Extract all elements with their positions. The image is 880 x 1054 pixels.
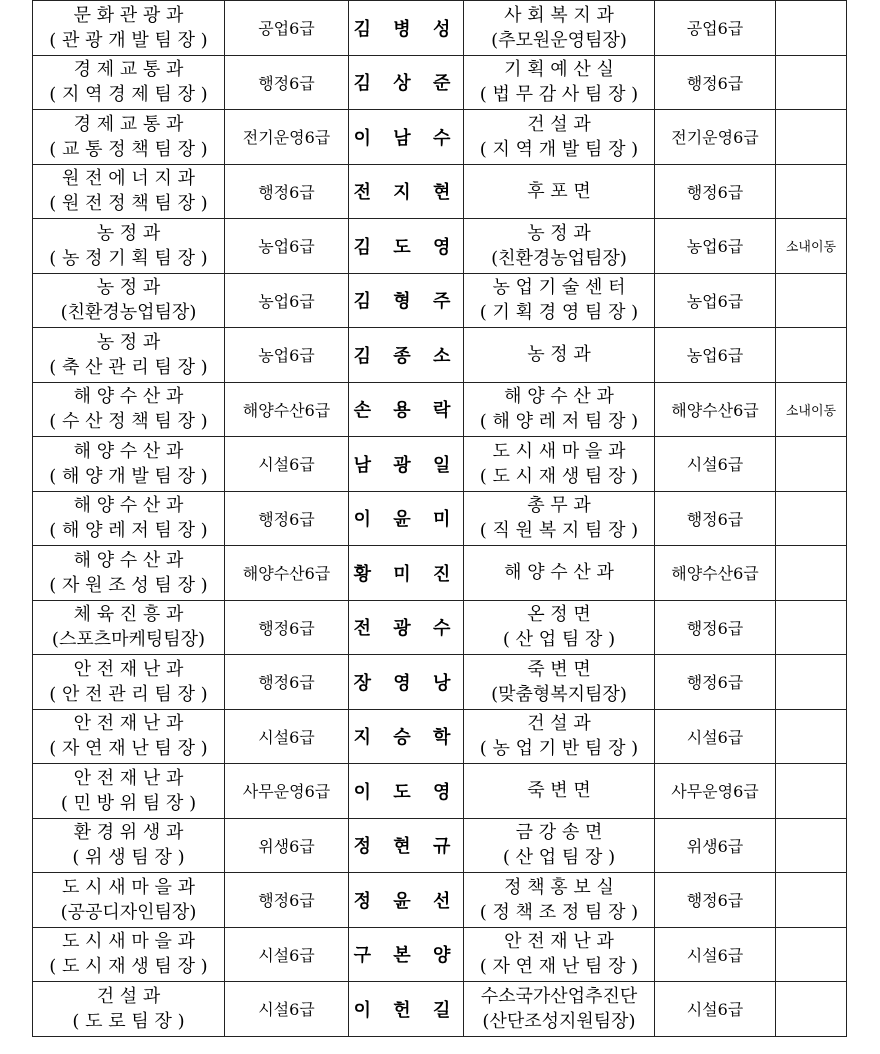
table-body [33,1,847,1037]
employee-name: 이 윤 미 [349,491,464,546]
current-grade: 행정6급 [225,873,349,928]
current-dept: 농 정 과 [96,331,161,353]
new-grade: 행정6급 [655,164,776,219]
note [776,600,847,655]
new-dept-cell [464,546,655,601]
note [776,764,847,819]
note: 소내이동 [776,219,847,274]
current-dept-cell [33,600,225,655]
new-dept-cell [464,55,655,110]
new-dept-cell [464,818,655,873]
employee-name: 김 상 준 [349,55,464,110]
current-dept-cell [33,655,225,710]
new-dept-cell [464,382,655,437]
current-team: ( 원 전 정 책 팀 장 ) [49,193,208,215]
table-row [33,382,847,437]
personnel-transfer-table [32,0,847,1037]
current-dept-cell [33,818,225,873]
table-row [33,437,847,492]
current-dept: 안 전 재 난 과 [73,713,184,735]
current-dept-cell [33,55,225,110]
current-grade: 해양수산6급 [225,546,349,601]
new-dept-cell [464,1,655,56]
employee-name: 구 본 양 [349,927,464,982]
new-team: ( 도 시 재 생 팀 장 ) [479,465,639,487]
new-team: ( 기 획 경 영 팀 장 ) [479,302,639,324]
table-row [33,273,847,328]
current-dept-cell [33,873,225,928]
new-dept-cell [464,164,655,219]
current-team: ( 수 산 정 책 팀 장 ) [49,411,208,433]
new-grade: 전기운영6급 [655,110,776,165]
new-dept-cell [464,273,655,328]
employee-name: 이 남 수 [349,110,464,165]
current-team: (스포츠마케팅팀장) [51,629,206,651]
employee-name: 지 승 학 [349,709,464,764]
employee-name: 김 종 소 [349,328,464,383]
new-grade: 시설6급 [655,437,776,492]
note [776,927,847,982]
new-dept: 농 업 기 술 센 터 [492,277,626,299]
employee-name: 김 형 주 [349,273,464,328]
new-team: (맞춤형복지팀장) [491,683,627,705]
current-grade: 행정6급 [225,491,349,546]
current-dept-cell [33,110,225,165]
new-team: ( 지 역 개 발 팀 장 ) [479,138,639,160]
current-dept-cell [33,1,225,56]
current-team: (공공디자인팀장) [60,901,197,923]
current-dept: 해 양 수 산 과 [73,386,184,408]
new-grade: 사무운영6급 [655,764,776,819]
current-dept: 환 경 위 생 과 [73,822,184,844]
table-row [33,927,847,982]
new-team: (친환경농업팀장) [491,247,627,269]
employee-name: 김 병 성 [349,1,464,56]
new-dept: 농 정 과 [527,344,591,366]
current-grade: 위생6급 [225,818,349,873]
new-grade: 행정6급 [655,655,776,710]
current-dept: 해 양 수 산 과 [73,440,184,462]
new-dept: 후 포 면 [527,180,591,202]
current-dept: 경 제 교 통 과 [73,59,184,81]
current-dept-cell [33,219,225,274]
table-row [33,328,847,383]
new-dept: 사 회 복 지 과 [504,4,614,26]
employee-name: 손 용 락 [349,382,464,437]
current-dept-cell [33,764,225,819]
new-dept: 총 무 과 [527,495,591,517]
table-row [33,655,847,710]
new-dept-cell [464,982,655,1037]
new-team: ( 농 업 기 반 팀 장 ) [479,738,639,760]
current-dept: 안 전 재 난 과 [73,767,184,789]
current-grade: 행정6급 [225,164,349,219]
note [776,491,847,546]
new-grade: 시설6급 [655,709,776,764]
new-team: ( 정 책 조 정 팀 장 ) [479,901,639,923]
table-row [33,982,847,1037]
new-grade: 농업6급 [655,328,776,383]
current-dept: 체 육 진 흥 과 [73,604,184,626]
table-row [33,219,847,274]
current-grade: 전기운영6급 [225,110,349,165]
new-dept-cell [464,709,655,764]
new-dept: 온 정 면 [527,604,591,626]
new-team: (산단조성지원팀장) [482,1010,636,1032]
new-dept: 정 책 홍 보 실 [504,876,614,898]
employee-name: 정 윤 선 [349,873,464,928]
current-dept: 도 시 새 마 을 과 [62,931,195,953]
current-dept: 경 제 교 통 과 [73,113,184,135]
current-dept: 해 양 수 산 과 [73,549,184,571]
current-dept: 해 양 수 산 과 [73,495,184,517]
note [776,328,847,383]
new-team: ( 산 업 팀 장 ) [502,629,616,651]
table-row [33,110,847,165]
new-dept: 금 강 송 면 [515,822,603,844]
table-row [33,55,847,110]
current-dept: 농 정 과 [96,222,161,244]
new-dept: 건 설 과 [527,713,591,735]
table-row [33,818,847,873]
current-team: ( 해 양 레 저 팀 장 ) [49,520,208,542]
note [776,818,847,873]
current-team: ( 자 연 재 난 팀 장 ) [49,738,208,760]
current-dept-cell [33,546,225,601]
current-team: ( 도 시 재 생 팀 장 ) [49,956,208,978]
employee-name: 전 지 현 [349,164,464,219]
new-grade: 해양수산6급 [655,546,776,601]
new-grade: 행정6급 [655,873,776,928]
new-dept-cell [464,600,655,655]
current-grade: 농업6급 [225,273,349,328]
table-row [33,164,847,219]
new-dept: 건 설 과 [527,113,591,135]
note [776,437,847,492]
new-dept-cell [464,873,655,928]
new-dept-cell [464,437,655,492]
current-team: ( 안 전 관 리 팀 장 ) [49,683,208,705]
new-dept-cell [464,655,655,710]
current-team: ( 민 방 위 팀 장 ) [60,792,197,814]
current-dept: 도 시 새 마 을 과 [62,876,195,898]
employee-name: 장 영 낭 [349,655,464,710]
current-grade: 농업6급 [225,219,349,274]
new-dept-cell [464,110,655,165]
current-dept-cell [33,382,225,437]
new-grade: 행정6급 [655,600,776,655]
current-dept-cell [33,273,225,328]
new-team: (추모원운영팀장) [491,29,627,51]
new-grade: 시설6급 [655,927,776,982]
current-dept-cell [33,328,225,383]
table-row [33,873,847,928]
new-dept-cell [464,927,655,982]
table-row [33,764,847,819]
employee-name: 김 도 영 [349,219,464,274]
new-grade: 시설6급 [655,982,776,1037]
note [776,546,847,601]
current-grade: 행정6급 [225,55,349,110]
employee-name: 정 현 규 [349,818,464,873]
current-grade: 해양수산6급 [225,382,349,437]
new-dept: 죽 변 면 [527,780,591,802]
current-grade: 시설6급 [225,709,349,764]
new-grade: 해양수산6급 [655,382,776,437]
table-row [33,546,847,601]
new-grade: 농업6급 [655,273,776,328]
current-dept: 안 전 재 난 과 [73,658,184,680]
current-grade: 시설6급 [225,437,349,492]
current-dept: 농 정 과 [96,277,161,299]
new-dept-cell [464,328,655,383]
new-grade: 행정6급 [655,491,776,546]
employee-name: 전 광 수 [349,600,464,655]
current-team: (친환경농업팀장) [60,302,197,324]
new-team: ( 자 연 재 난 팀 장 ) [479,956,639,978]
employee-name: 이 헌 길 [349,982,464,1037]
new-dept: 안 전 재 난 과 [504,931,614,953]
current-dept-cell [33,927,225,982]
new-team: ( 법 무 감 사 팀 장 ) [479,84,639,106]
current-dept-cell [33,709,225,764]
employee-name: 황 미 진 [349,546,464,601]
table-row [33,1,847,56]
note [776,655,847,710]
current-team: ( 교 통 정 책 팀 장 ) [49,138,208,160]
current-dept: 건 설 과 [96,985,161,1007]
current-team: ( 도 로 팀 장 ) [72,1010,185,1032]
current-team: ( 해 양 개 발 팀 장 ) [49,465,208,487]
current-dept-cell [33,982,225,1037]
current-team: ( 지 역 경 제 팀 장 ) [49,84,208,106]
table-row [33,600,847,655]
note [776,873,847,928]
note [776,273,847,328]
current-team: ( 위 생 팀 장 ) [72,847,185,869]
new-dept: 도 시 새 마 을 과 [492,440,626,462]
new-team: ( 해 양 레 저 팀 장 ) [479,411,639,433]
new-team: ( 직 원 복 지 팀 장 ) [479,520,639,542]
new-grade: 농업6급 [655,219,776,274]
new-dept: 수소국가산업추진단 [480,985,638,1007]
note [776,982,847,1037]
current-grade: 행정6급 [225,655,349,710]
current-grade: 시설6급 [225,982,349,1037]
new-dept: 죽 변 면 [527,658,591,680]
note: 소내이동 [776,382,847,437]
note [776,55,847,110]
table-row [33,491,847,546]
employee-name: 이 도 영 [349,764,464,819]
note [776,1,847,56]
current-grade: 행정6급 [225,600,349,655]
new-dept: 농 정 과 [527,222,591,244]
current-team: ( 축 산 관 리 팀 장 ) [49,356,208,378]
employee-name: 남 광 일 [349,437,464,492]
table-row [33,709,847,764]
current-dept: 문 화 관 광 과 [73,4,184,26]
current-grade: 공업6급 [225,1,349,56]
note [776,110,847,165]
current-dept-cell [33,491,225,546]
current-team: ( 자 원 조 성 팀 장 ) [49,574,208,596]
note [776,709,847,764]
new-team: ( 산 업 팀 장 ) [502,847,616,869]
new-dept-cell [464,219,655,274]
new-dept: 해 양 수 산 과 [504,386,614,408]
current-dept-cell [33,164,225,219]
new-dept-cell [464,491,655,546]
current-grade: 사무운영6급 [225,764,349,819]
current-grade: 농업6급 [225,328,349,383]
new-dept: 기 획 예 산 실 [504,59,614,81]
current-grade: 시설6급 [225,927,349,982]
new-dept-cell [464,764,655,819]
current-dept-cell [33,437,225,492]
new-grade: 행정6급 [655,55,776,110]
current-dept: 원 전 에 너 지 과 [62,168,195,190]
note [776,164,847,219]
current-team: ( 관 광 개 발 팀 장 ) [49,29,208,51]
current-team: ( 농 정 기 획 팀 장 ) [49,247,208,269]
new-grade: 위생6급 [655,818,776,873]
new-dept: 해 양 수 산 과 [504,562,614,584]
new-grade: 공업6급 [655,1,776,56]
